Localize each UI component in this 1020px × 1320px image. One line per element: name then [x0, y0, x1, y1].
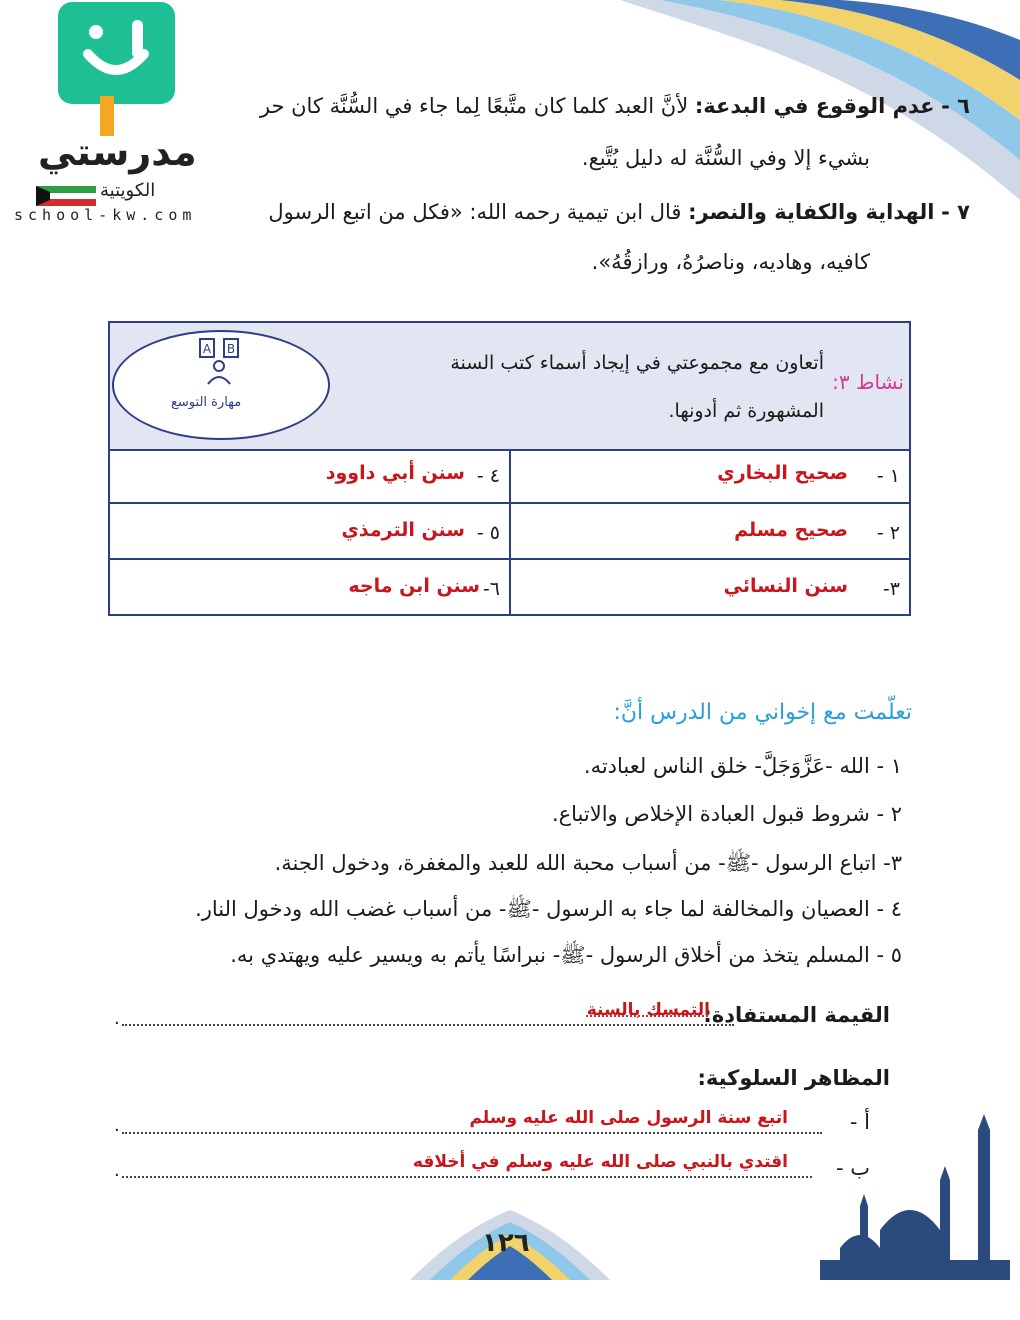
table-cell-answer: سنن النسائي: [723, 575, 848, 597]
kuwait-flag-icon: [36, 186, 96, 206]
value-end-dot: .: [114, 1008, 120, 1029]
logo-name: مدرستي: [38, 130, 197, 174]
table-cell-number: ٢ -: [876, 522, 900, 544]
learned-item: ٥ - المسلم يتخذ من أخلاق الرسول -ﷺ- نبراسًا يأتم به ويسير عليه ويهتدي به.: [230, 943, 902, 967]
intro-item-6: ٦ - عدم الوقوع في البدعة: لأنَّ العبد كلما كان متَّبعًا لِما جاء في السُّنَّة كان حر: [259, 94, 970, 118]
table-cell-number: ٤ -: [476, 465, 500, 487]
svg-text:A: A: [202, 342, 212, 356]
behavior-b-label: ب -: [835, 1156, 870, 1180]
intro-item-7-continued: كافيه، وهاديه، وناصرُهُ، ورازقُهُ».: [591, 250, 870, 274]
value-answer: التمسك بالسنة: [586, 1000, 710, 1020]
behavior-a-line: [122, 1132, 822, 1134]
smile-icon: [58, 2, 175, 104]
behaviors-label: المظاهر السلوكية:: [697, 1066, 890, 1090]
learned-item: ٢ - شروط قبول العبادة الإخلاص والاتباع.: [551, 802, 902, 826]
behavior-b-line: [122, 1176, 812, 1178]
table-cell-answer: سنن ابن ماجه: [348, 575, 480, 597]
value-answer-line: [122, 1024, 734, 1026]
activity-text-line1: أتعاون مع مجموعتي في إيجاد أسماء كتب السنة: [450, 352, 824, 374]
logo-url: school-kw.com: [14, 206, 197, 224]
intro-item-7: ٧ - الهداية والكفاية والنصر: قال ابن تيمية رحمه الله: «فكل من اتبع الرسول: [268, 200, 970, 224]
behavior-a-label: أ -: [849, 1110, 870, 1134]
logo-badge: [58, 2, 175, 104]
table-cell-answer: سنن الترمذي: [341, 519, 465, 541]
table-col-divider: [509, 449, 511, 614]
learned-item: ٤ - العصيان والمخالفة لما جاء به الرسول -ﷺ- من أسباب غضب الله ودخول النار.: [195, 897, 902, 921]
mosque-skyline-icon: [820, 1110, 1010, 1280]
table-cell-number: ١ -: [876, 465, 900, 487]
value-label: القيمة المستفادة:: [703, 1003, 890, 1027]
behavior-b-answer: اقتدي بالنبي صلى الله عليه وسلم في أخلاقه: [412, 1152, 788, 1172]
learned-item: ١ - الله -عَزَّوَجَلَّ- خلق الناس لعبادته.: [583, 754, 902, 778]
page-number: ١٢٦: [482, 1228, 530, 1258]
behavior-a-answer: اتبع سنة الرسول صلى الله عليه وسلم: [469, 1108, 788, 1128]
intro-item-6-continued: بشيء إلا وفي السُّنَّة له دليل يُتَّبع.: [581, 146, 870, 170]
logo-subtitle: الكويتية: [100, 180, 156, 201]
learned-item: ٣- اتباع الرسول -ﷺ- من أسباب محبة الله للعبد والمغفرة، ودخول الجنة.: [274, 851, 902, 875]
table-cell-number: ٣-: [882, 578, 900, 600]
expansion-skill-icon: [196, 336, 242, 386]
svg-text:B: B: [226, 342, 236, 356]
activity-label: نشاط ٣:: [832, 370, 904, 394]
table-cell-answer: صحيح مسلم: [734, 519, 848, 541]
table-cell-answer: سنن أبي داوود: [325, 462, 465, 484]
table-cell-answer: صحيح البخاري: [717, 462, 848, 484]
table-cell-number: ٦-: [482, 578, 500, 600]
behavior-a-end-dot: .: [114, 1115, 120, 1136]
table-cell-number: ٥ -: [476, 522, 500, 544]
skill-label: مهارة التوسع: [171, 395, 242, 410]
behavior-b-end-dot: .: [114, 1160, 120, 1181]
activity-text-line2: المشهورة ثم أدونها.: [668, 400, 824, 422]
learned-title: تعلّمت مع إخواني من الدرس أنَّ:: [613, 700, 912, 725]
